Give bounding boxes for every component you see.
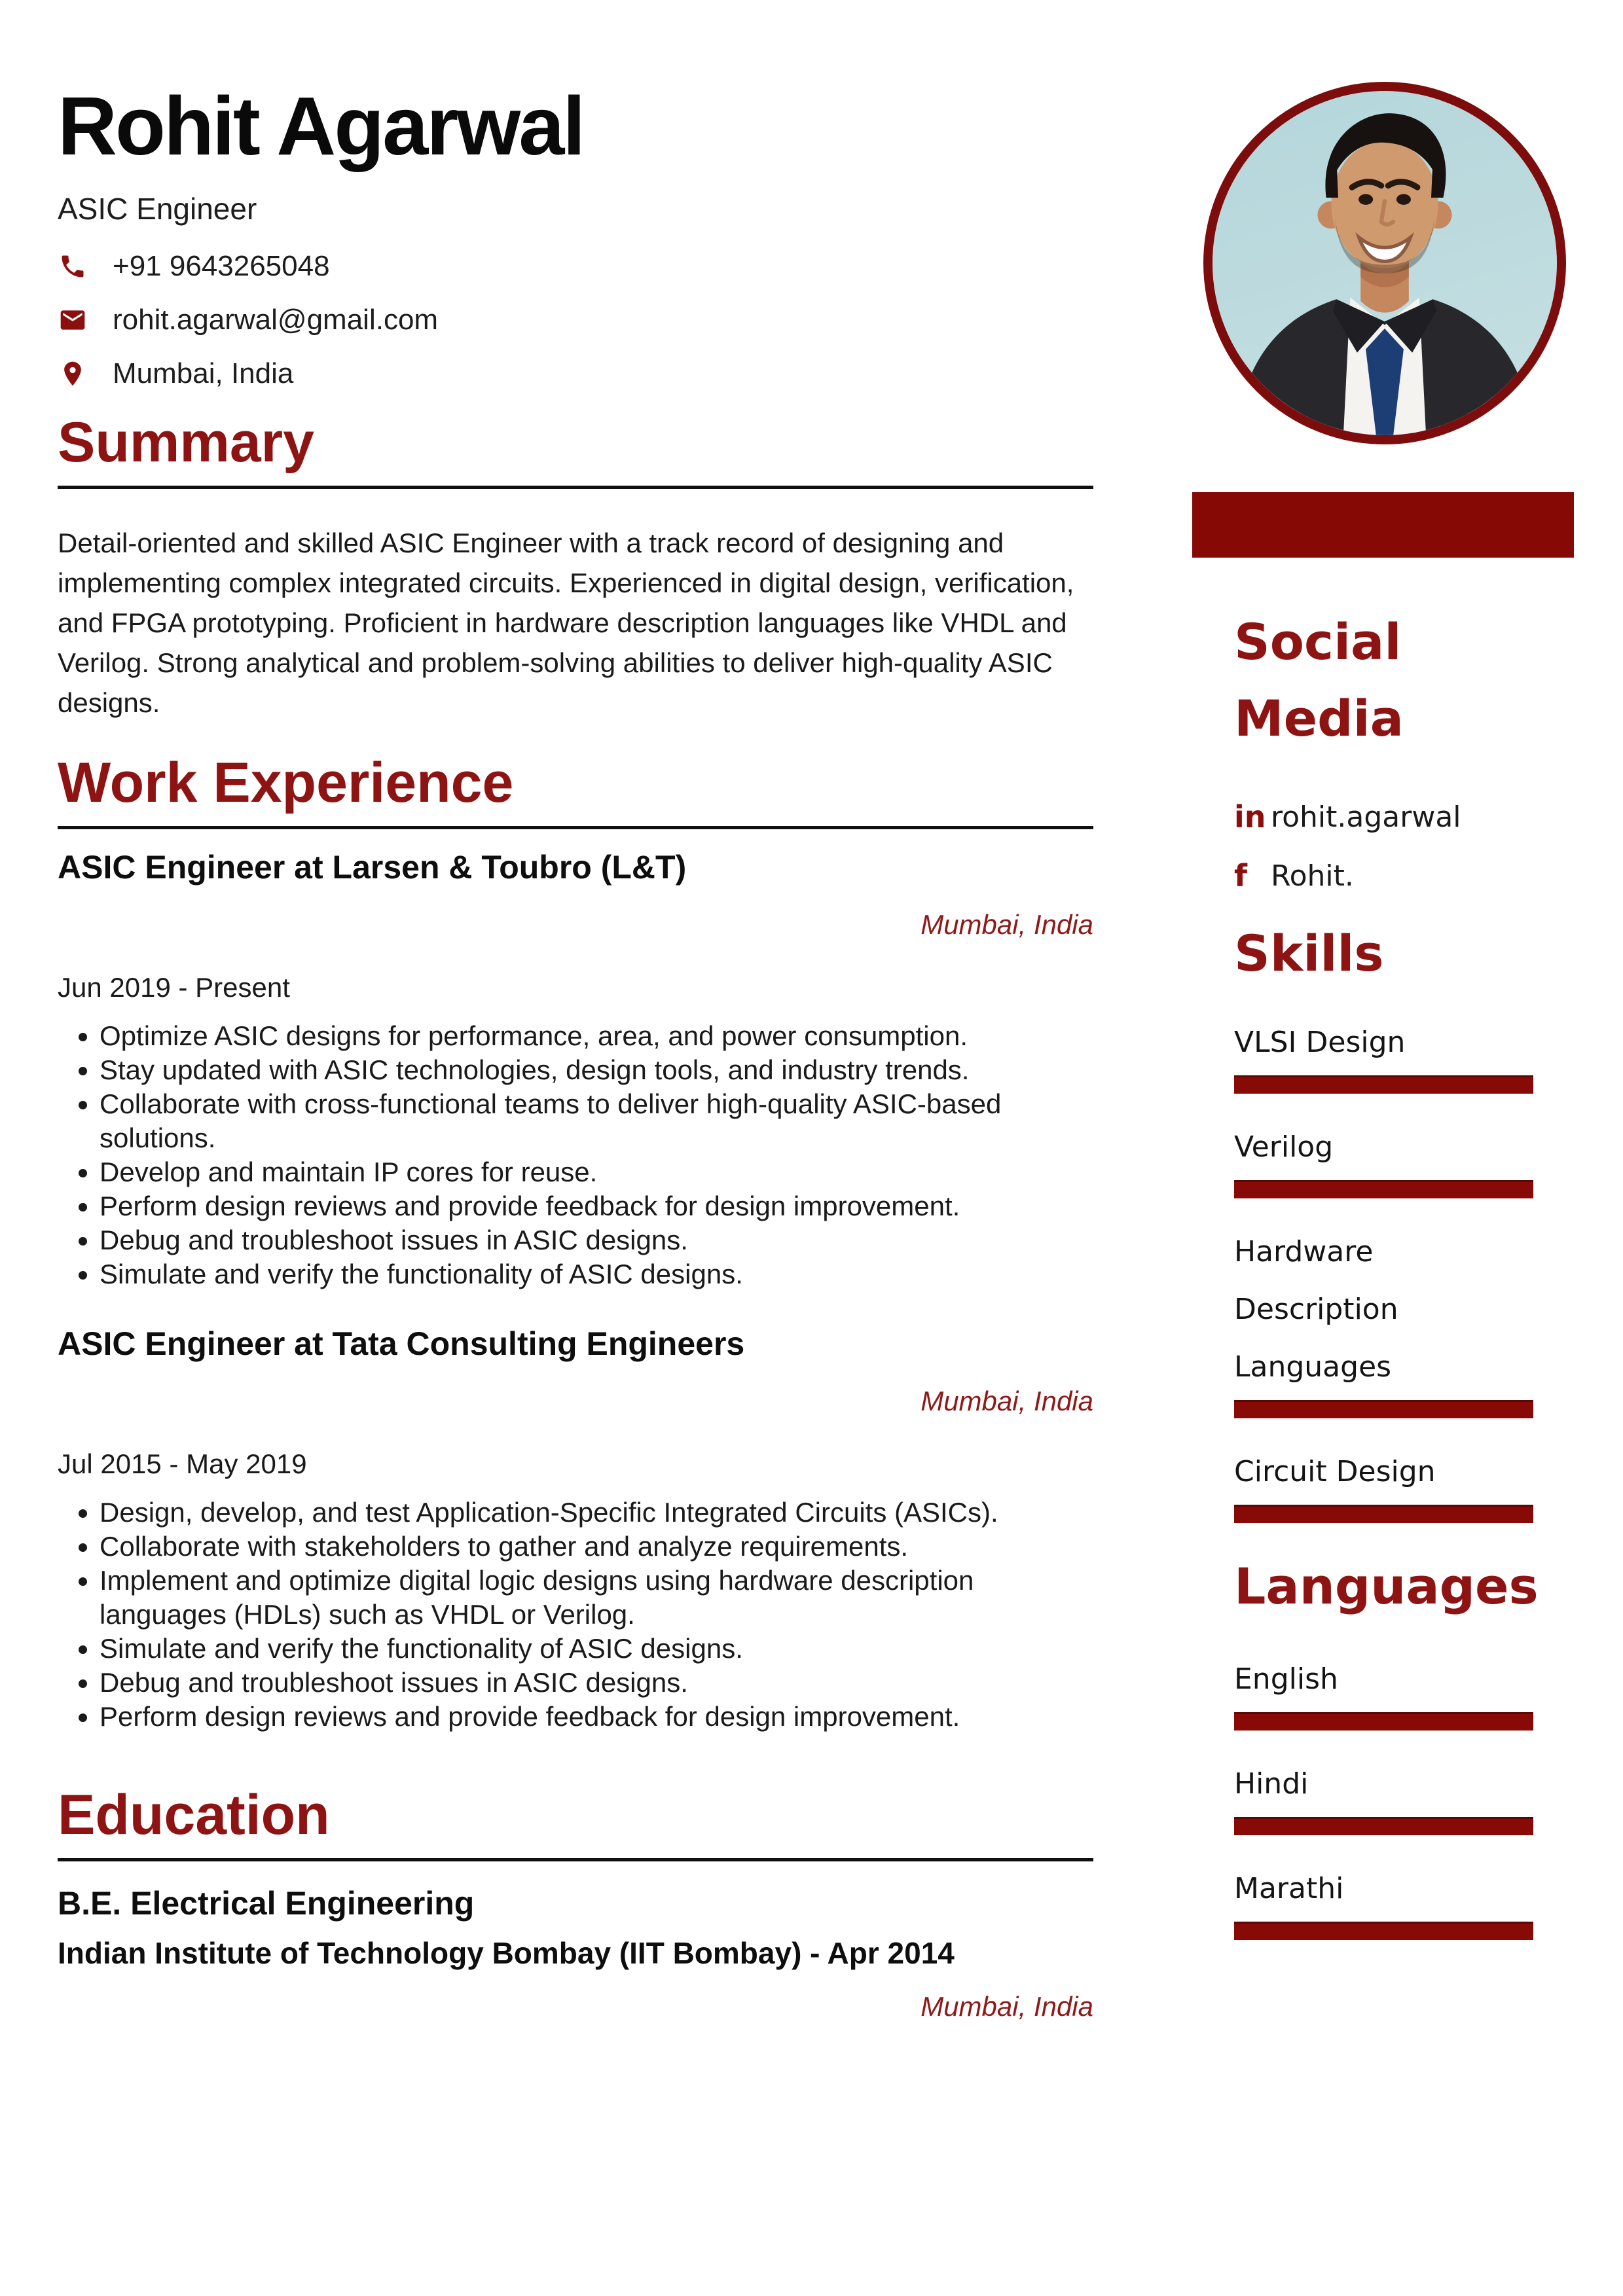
work-experience-heading: Work Experience [58, 751, 514, 814]
job-duty: • Optimize ASIC designs for performance, area, and power consumption. [100, 1019, 1093, 1053]
linkedin-icon: in [1234, 799, 1266, 834]
facebook-handle: Rohit. [1271, 859, 1354, 893]
profile-photo [1203, 82, 1566, 444]
job-duty-list [58, 1019, 1093, 1291]
facebook-icon: f [1234, 858, 1248, 893]
accent-block [1192, 492, 1574, 558]
skill-item [1234, 1443, 1533, 1523]
contact-phone [58, 250, 1093, 283]
language-label: Marathi [1234, 1872, 1344, 1905]
education-degree: B.E. Electrical Engineering [58, 1885, 475, 1922]
language-label: English [1234, 1662, 1338, 1696]
skill-level-bar [1234, 1075, 1533, 1094]
job-location: Mumbai, India [921, 909, 1093, 940]
person-job-title: ASIC Engineer [58, 192, 257, 226]
skill-item [1234, 1014, 1533, 1094]
education-heading: Education [58, 1784, 330, 1846]
location-value: Mumbai, India [113, 357, 294, 389]
skill-label: Hardware Description Languages [1234, 1235, 1398, 1384]
job-duty: • Design, develop, and test Application-Specific Integrated Circuits (ASICs). [100, 1496, 1093, 1530]
language-item [1234, 1651, 1533, 1731]
languages-heading: Languages [1234, 1557, 1539, 1615]
skill-level-bar [1234, 1505, 1533, 1523]
social-list [1234, 797, 1533, 895]
job-title: ASIC Engineer at Tata Consulting Engineers [58, 1325, 745, 1362]
education-school: Indian Institute of Technology Bombay (IIT Bombay) - Apr 2014 [58, 1936, 955, 1970]
language-level-bar [1234, 1712, 1533, 1731]
job-location: Mumbai, India [921, 1386, 1093, 1416]
social-linkedin [1234, 797, 1533, 836]
language-item [1234, 1755, 1533, 1835]
sidebar-content [1192, 603, 1574, 1940]
phone-value: +91 9643265048 [113, 250, 330, 282]
skill-level-bar [1234, 1400, 1533, 1418]
job-duty: • Simulate and verify the functionality of ASIC designs. [100, 1632, 1093, 1666]
job-duty: • Debug and troubleshoot issues in ASIC designs. [100, 1223, 1093, 1257]
education-rule [58, 1858, 1093, 1861]
job-duty: • Develop and maintain IP cores for reuse. [100, 1155, 1093, 1189]
sidebar [1192, 0, 1574, 1965]
summary-rule [58, 486, 1093, 489]
linkedin-handle: rohit.agarwal [1271, 800, 1461, 834]
skill-label: VLSI Design [1234, 1026, 1406, 1059]
job-dates: Jul 2015 - May 2019 [58, 1448, 307, 1479]
job-duty: • Perform design reviews and provide feedback for design improvement. [100, 1189, 1093, 1223]
work-experience-rule [58, 826, 1093, 829]
job-duty: • Stay updated with ASIC technologies, design tools, and industry trends. [100, 1053, 1093, 1087]
language-item [1234, 1860, 1533, 1940]
skill-label: Verilog [1234, 1130, 1334, 1164]
skill-label: Circuit Design [1234, 1455, 1436, 1488]
location-pin-icon [58, 359, 88, 389]
job-entry [58, 1325, 1093, 1734]
language-level-bar [1234, 1922, 1533, 1940]
job-duty: • Simulate and verify the functionality of ASIC designs. [100, 1257, 1093, 1291]
social-media-heading: Social Media [1234, 613, 1404, 747]
language-level-bar [1234, 1817, 1533, 1835]
job-dates: Jun 2019 - Present [58, 972, 290, 1003]
profile-photo-illustration [1213, 91, 1557, 435]
email-icon [58, 305, 88, 335]
phone-icon [58, 251, 88, 281]
skill-item [1234, 1119, 1533, 1198]
job-duty: • Perform design reviews and provide feedback for design improvement. [100, 1700, 1093, 1734]
job-duty: • Collaborate with cross-functional teams to deliver high-quality ASIC-based solutions. [100, 1087, 1093, 1155]
job-duty: • Collaborate with stakeholders to gather and analyze requirements. [100, 1530, 1093, 1564]
language-label: Hindi [1234, 1767, 1309, 1801]
job-title: ASIC Engineer at Larsen & Toubro (L&T) [58, 849, 687, 886]
social-facebook [1234, 856, 1533, 895]
job-duty: • Implement and optimize digital logic designs using hardware description languages (HDLs) such as VHDL or Verilog. [100, 1564, 1093, 1632]
summary-text: Detail-oriented and skilled ASIC Engineer with a track record of designing and implementing complex integrated circuits. Experienced in digital design, verification, and FPGA prototyping. Proficient in hardware description languages like VHDL and Verilog. Strong analytical and problem-solving abilities to deliver high-quality ASIC designs. [58, 528, 1074, 718]
contact-list [58, 250, 1093, 390]
job-entry [58, 849, 1093, 1291]
contact-location [58, 357, 1093, 390]
summary-heading: Summary [58, 411, 314, 474]
email-value: rohit.agarwal@gmail.com [113, 304, 439, 336]
education-location: Mumbai, India [921, 1991, 1093, 2022]
person-name: Rohit Agarwal [58, 80, 584, 172]
skill-level-bar [1234, 1180, 1533, 1198]
contact-email [58, 304, 1093, 336]
skill-item [1234, 1223, 1533, 1418]
job-duty-list [58, 1496, 1093, 1734]
job-duty: • Debug and troubleshoot issues in ASIC designs. [100, 1666, 1093, 1700]
main-column [58, 0, 1093, 2022]
skills-heading: Skills [1234, 924, 1384, 982]
